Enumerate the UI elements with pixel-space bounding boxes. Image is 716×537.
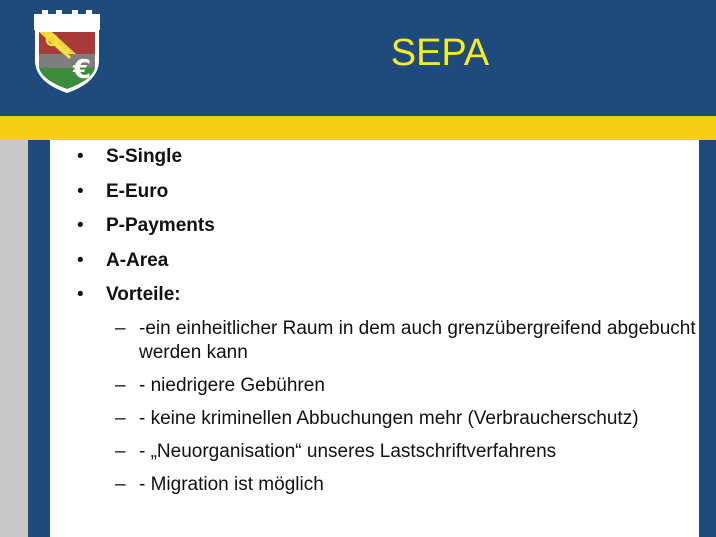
bullet-dot: • bbox=[77, 180, 84, 202]
bullet-item-vorteile bbox=[50, 283, 699, 497]
sub-item bbox=[106, 440, 699, 464]
left-blue-border bbox=[28, 140, 50, 537]
slide-title: SEPA bbox=[390, 32, 490, 74]
euro-symbol: € bbox=[72, 55, 92, 85]
dash-marker: – bbox=[115, 441, 126, 462]
sub-bullet-list bbox=[106, 317, 699, 497]
sub-item-text: - niedrigere Gebühren bbox=[139, 375, 325, 396]
sub-item-text: -ein einheitlicher Raum in dem auch grenzübergreifend abgebucht werden kann bbox=[139, 318, 696, 363]
dash-marker: – bbox=[115, 408, 126, 429]
bullet-item bbox=[50, 180, 699, 204]
logo-crest-icon bbox=[32, 10, 102, 94]
bullet-dot: • bbox=[77, 284, 84, 305]
bullet-list bbox=[50, 145, 699, 508]
sub-item bbox=[106, 473, 699, 497]
dash-marker: – bbox=[115, 474, 126, 495]
bullet-text: E-Euro bbox=[106, 180, 169, 202]
bullet-dot: • bbox=[77, 215, 84, 236]
bullet-item bbox=[50, 249, 699, 273]
bullet-item bbox=[50, 145, 699, 169]
sub-item bbox=[106, 407, 699, 431]
sub-item bbox=[106, 317, 699, 365]
left-gray-border bbox=[0, 140, 28, 537]
sub-item-text: - Migration ist möglich bbox=[139, 474, 324, 495]
sub-item bbox=[106, 374, 699, 398]
slide-content bbox=[50, 140, 699, 537]
bullet-item bbox=[50, 214, 699, 238]
sub-item-text: - keine kriminellen Abbuchungen mehr (Verbraucherschutz) bbox=[139, 408, 639, 429]
bullet-text: S-Single bbox=[106, 146, 183, 167]
bullet-text: Vorteile: bbox=[106, 284, 181, 305]
bullet-dot: • bbox=[77, 249, 84, 271]
dash-marker: – bbox=[115, 318, 126, 339]
bullet-dot: • bbox=[77, 146, 84, 167]
sub-item-text: - „Neuorganisation“ unseres Lastschriftverfahrens bbox=[139, 441, 557, 462]
dash-marker: – bbox=[115, 375, 126, 396]
right-blue-border bbox=[699, 140, 716, 537]
bullet-text: P-Payments bbox=[106, 215, 215, 236]
gold-divider-bar bbox=[0, 116, 716, 140]
bullet-text: A-Area bbox=[106, 249, 169, 271]
